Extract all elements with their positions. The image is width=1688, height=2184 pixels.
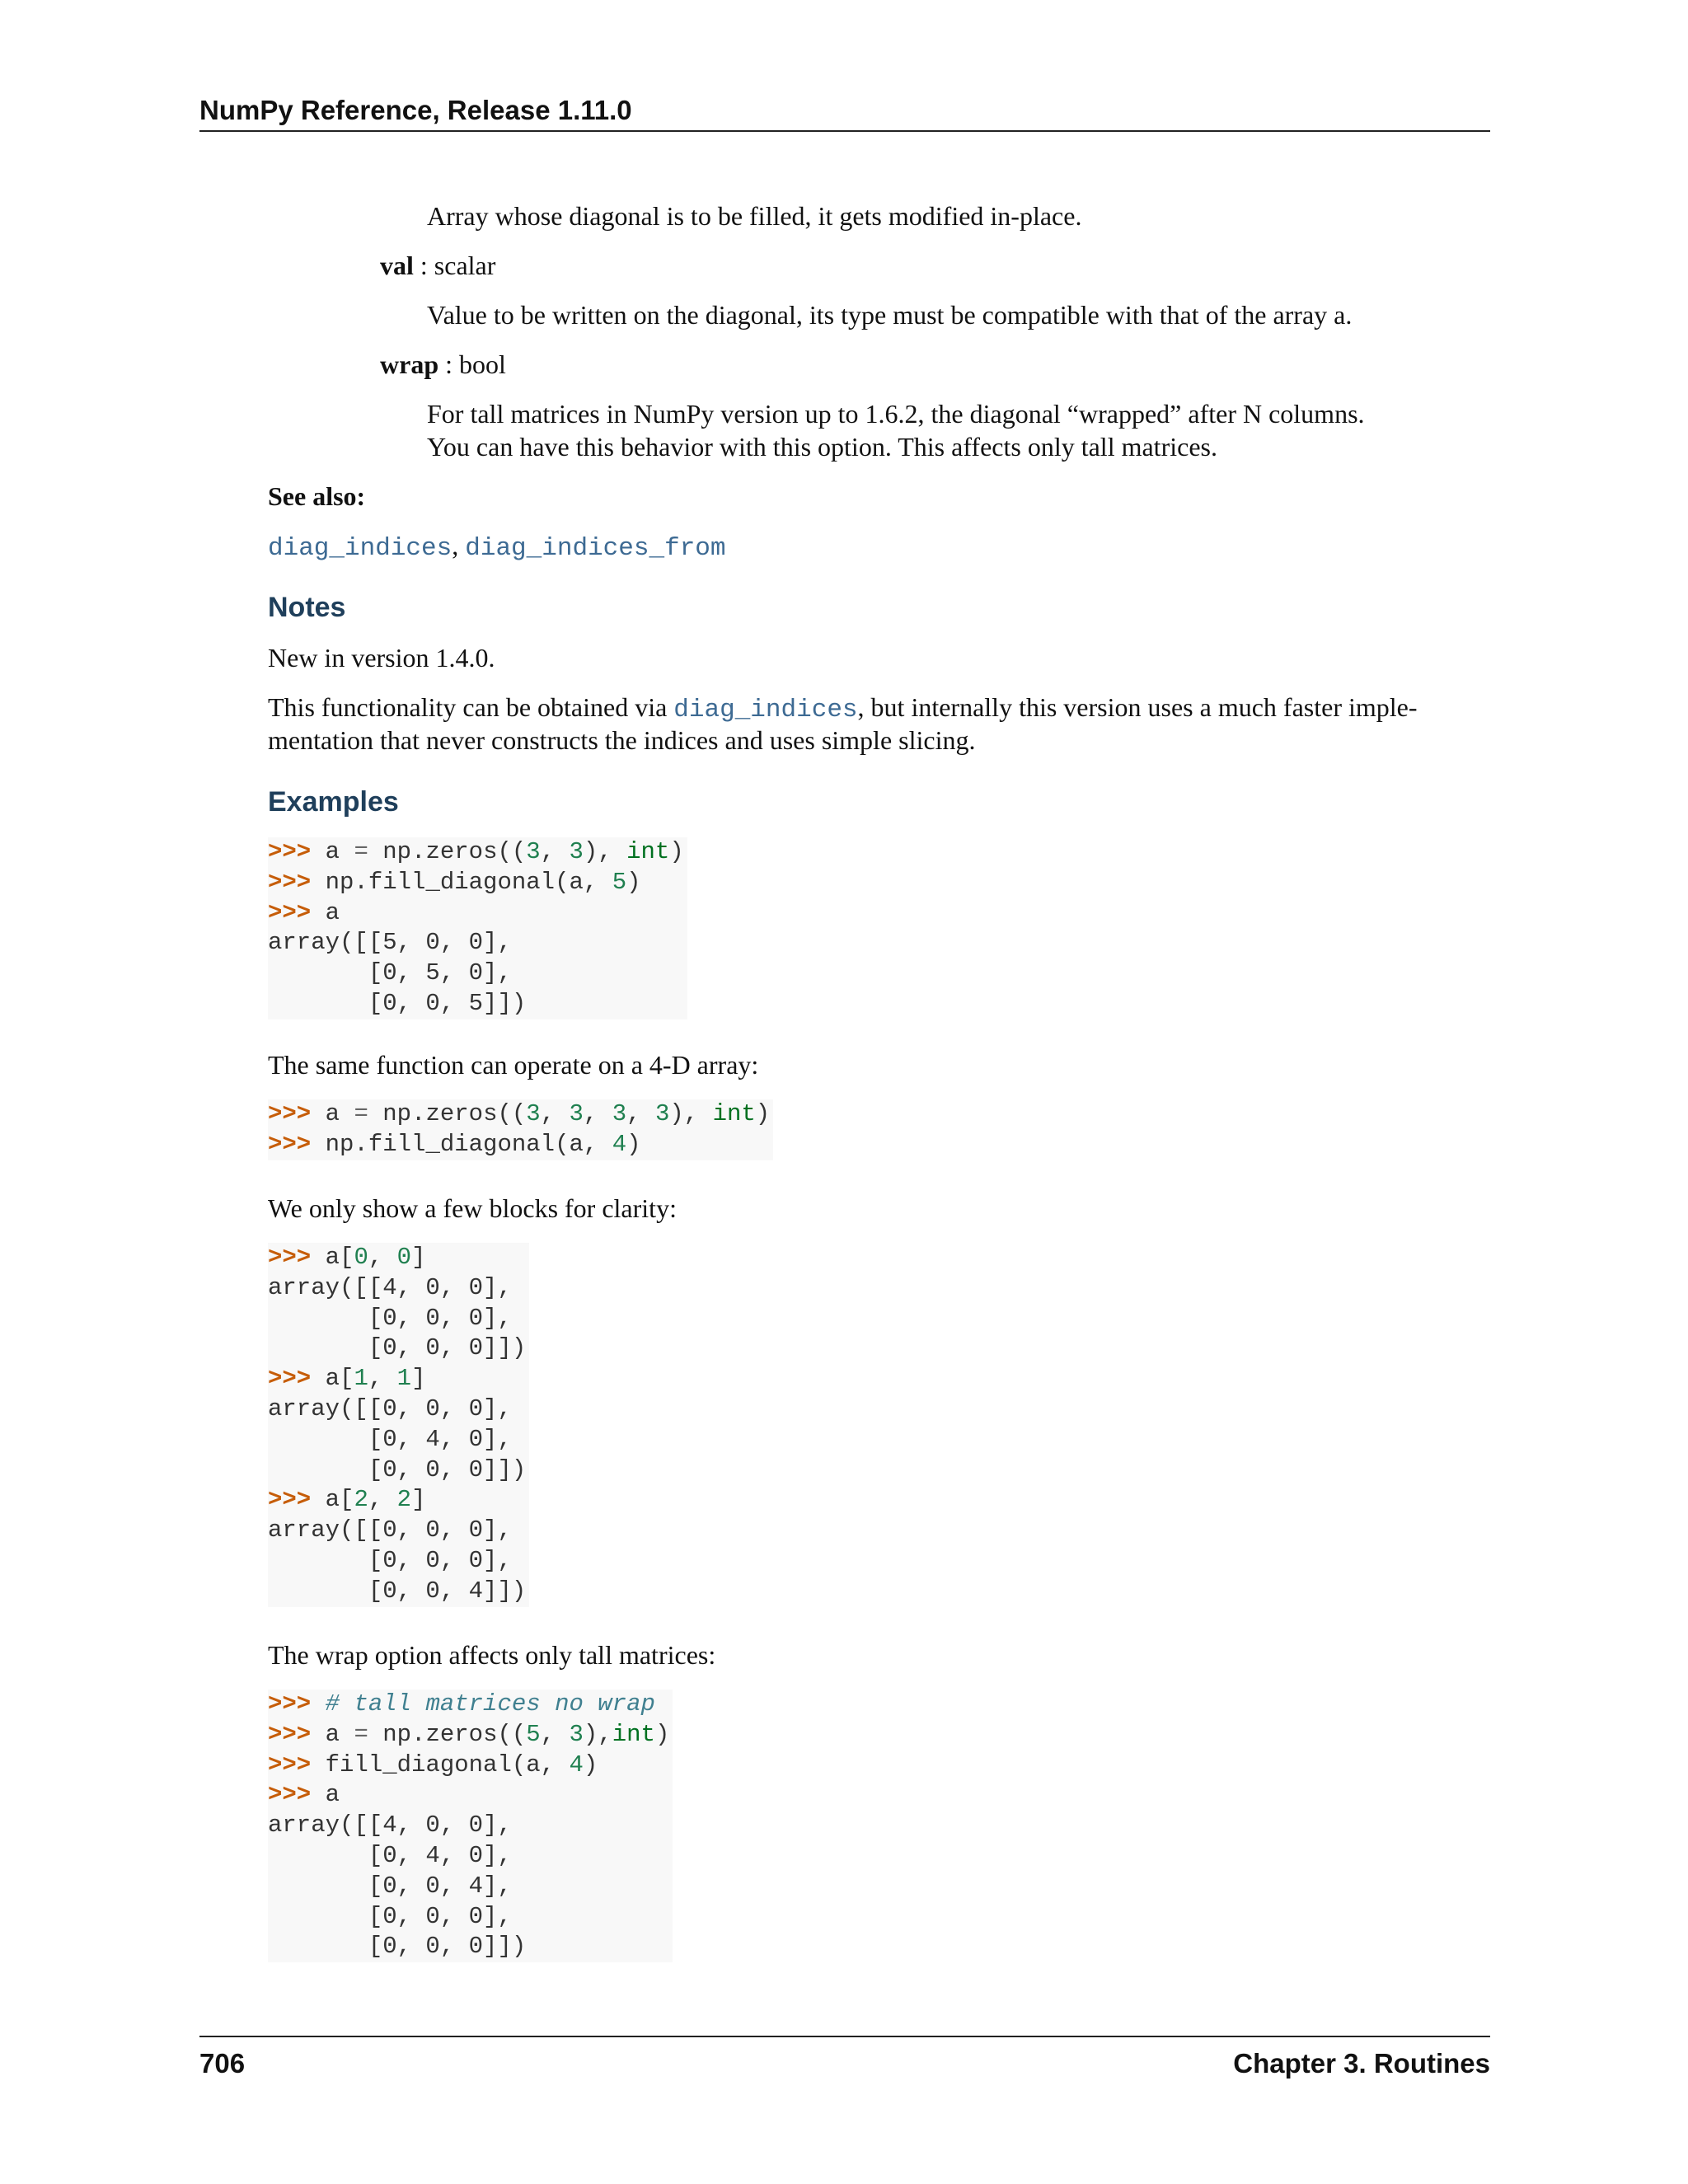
see-also-separator: , — [452, 531, 466, 560]
code-block-4 — [268, 1690, 673, 1962]
code-line — [268, 1811, 669, 1841]
code-prompt: >>> — [268, 1720, 312, 1748]
param-wrap-description-line1: For tall matrices in NumPy version up to 1.6.2, the diagonal “wrapped” after N columns. — [427, 399, 1365, 429]
code-token — [311, 1690, 325, 1718]
code-line — [268, 1872, 669, 1902]
see-also-links — [268, 529, 726, 565]
code-token: [0, 0, 0], — [268, 1546, 512, 1574]
code-line — [268, 868, 684, 898]
examples-heading: Examples — [268, 786, 399, 818]
code-token: ), — [583, 838, 627, 865]
code-token: fill_diagonal(a, — [311, 1750, 570, 1779]
code-line — [268, 1720, 669, 1750]
code-token: = — [354, 1100, 368, 1127]
code-token: 3 — [526, 838, 541, 865]
code-token: [0, 4, 0], — [268, 1425, 512, 1453]
code-token: 5 — [612, 868, 627, 896]
code-token: a — [311, 1781, 340, 1809]
code-token: ) — [669, 838, 684, 865]
code-token: , — [540, 1720, 570, 1748]
code-token: = — [354, 838, 368, 865]
code-line — [268, 1902, 669, 1933]
code-prompt: >>> — [268, 838, 312, 865]
code-line — [268, 1516, 526, 1546]
code-line — [268, 1577, 526, 1607]
code-token: a — [311, 1720, 354, 1748]
code-token: int — [712, 1100, 756, 1127]
code-token: [0, 0, 0], — [268, 1304, 512, 1332]
param-wrap-type: : bool — [438, 349, 506, 379]
code-line — [268, 1130, 770, 1160]
code-token: 3 — [612, 1100, 627, 1127]
code-line — [268, 1690, 669, 1720]
code-token: ) — [583, 1750, 598, 1779]
code-token: a[ — [311, 1486, 354, 1514]
page-number: 706 — [199, 2048, 246, 2079]
code-token: a[ — [311, 1244, 354, 1271]
notes-version: New in version 1.4.0. — [268, 643, 495, 673]
code-line — [268, 1394, 526, 1425]
code-token: 1 — [354, 1365, 368, 1393]
code-token: 0 — [396, 1244, 412, 1271]
param-wrap-description-line2: You can have this behavior with this option. This affects only tall matrices. — [427, 432, 1217, 462]
code-prompt: >>> — [268, 1781, 312, 1809]
code-token: array([[4, 0, 0], — [268, 1273, 512, 1301]
code-token: 1 — [396, 1365, 412, 1393]
code-token: 2 — [354, 1486, 368, 1514]
code-token: [0, 0, 4], — [268, 1872, 512, 1900]
code-token: ) — [626, 868, 641, 896]
code-token: [0, 0, 0]]) — [268, 1933, 527, 1961]
code-token: 4 — [612, 1130, 627, 1158]
notes-heading: Notes — [268, 592, 346, 623]
code-prompt: >>> — [268, 898, 312, 926]
code-token: 3 — [526, 1100, 541, 1127]
code-token: , — [368, 1486, 397, 1514]
code-token: np.zeros(( — [368, 838, 527, 865]
code-token: [0, 0, 5]]) — [268, 989, 527, 1017]
code-token: , — [540, 838, 570, 865]
code-line — [268, 1099, 770, 1130]
code-token: [0, 5, 0], — [268, 959, 512, 987]
code-line — [268, 958, 684, 989]
text-4d-array: The same function can operate on a 4-D array: — [268, 1050, 759, 1080]
code-line — [268, 1932, 669, 1962]
code-token: [0, 0, 0], — [268, 1902, 512, 1930]
code-prompt: >>> — [268, 1750, 312, 1779]
code-token: 3 — [569, 1720, 584, 1748]
code-token: , — [583, 1100, 612, 1127]
code-token: 5 — [526, 1720, 541, 1748]
code-token: array([[5, 0, 0], — [268, 929, 512, 957]
code-token: ), — [583, 1720, 612, 1748]
code-line — [268, 989, 684, 1019]
param-wrap-name: wrap — [380, 349, 439, 379]
link-diag-indices[interactable]: diag_indices — [268, 534, 452, 563]
code-token: [0, 0, 4]]) — [268, 1577, 527, 1605]
header-title: NumPy Reference, Release 1.11.0 — [199, 95, 632, 125]
code-token: array([[0, 0, 0], — [268, 1516, 512, 1544]
notes-paragraph-line1 — [268, 691, 1418, 727]
code-token: ) — [755, 1100, 771, 1127]
code-line — [268, 1304, 526, 1334]
code-token: [0, 4, 0], — [268, 1841, 512, 1869]
code-token: np.zeros(( — [368, 1720, 527, 1748]
param-val-type: : scalar — [413, 251, 496, 280]
notes-text-post: , but internally this version uses a much faster imple- — [857, 692, 1418, 722]
code-token: , — [540, 1100, 570, 1127]
text-wrap-option: The wrap option affects only tall matrices: — [268, 1640, 716, 1670]
notes-text-pre: This functionality can be obtained via — [268, 692, 674, 722]
chapter-label: Chapter 3. Routines — [1233, 2048, 1490, 2079]
code-token: ) — [626, 1130, 641, 1158]
code-token: , — [368, 1365, 397, 1393]
code-line — [268, 1273, 526, 1304]
code-token: [0, 0, 0]]) — [268, 1455, 527, 1483]
running-header — [199, 92, 1490, 132]
code-prompt: >>> — [268, 1486, 312, 1514]
code-token: a — [311, 1100, 354, 1127]
code-token: = — [354, 1720, 368, 1748]
code-token: 3 — [569, 1100, 584, 1127]
see-also-label: See also: — [268, 481, 366, 511]
code-line — [268, 837, 684, 868]
code-token: 3 — [654, 1100, 670, 1127]
notes-paragraph-line2: mentation that never constructs the indices and uses simple slicing. — [268, 725, 976, 755]
code-token: np.zeros(( — [368, 1100, 527, 1127]
code-token: [0, 0, 0]]) — [268, 1334, 527, 1362]
code-line — [268, 1333, 526, 1364]
code-token: np.fill_diagonal(a, — [311, 1130, 612, 1158]
param-val — [380, 249, 495, 282]
code-token: ), — [669, 1100, 713, 1127]
code-prompt: >>> — [268, 1690, 312, 1718]
code-line — [268, 1780, 669, 1811]
code-line — [268, 1841, 669, 1872]
code-line — [268, 1364, 526, 1394]
code-token: int — [626, 838, 670, 865]
code-prompt: >>> — [268, 868, 312, 896]
code-line — [268, 1485, 526, 1516]
code-token: ] — [411, 1244, 426, 1271]
code-token: 2 — [396, 1486, 412, 1514]
param-val-name: val — [380, 251, 414, 280]
code-line — [268, 1750, 669, 1781]
code-token: 4 — [569, 1750, 584, 1779]
code-token: int — [612, 1720, 655, 1748]
code-token: , — [626, 1100, 655, 1127]
running-footer — [199, 2036, 1490, 2082]
text-few-blocks: We only show a few blocks for clarity: — [268, 1193, 677, 1223]
code-line — [268, 928, 684, 958]
code-token: # tall matrices no wrap — [325, 1690, 655, 1718]
code-token: 0 — [354, 1244, 368, 1271]
code-line — [268, 1425, 526, 1455]
notes-link-diag-indices[interactable]: diag_indices — [673, 696, 858, 724]
code-line — [268, 1455, 526, 1486]
param-val-description: Value to be written on the diagonal, its type must be compatible with that of the array a. — [427, 300, 1353, 330]
code-token: np.fill_diagonal(a, — [311, 868, 612, 896]
code-token: ] — [411, 1365, 426, 1393]
param-wrap — [380, 348, 506, 381]
code-block-2 — [268, 1099, 773, 1160]
code-prompt: >>> — [268, 1244, 312, 1271]
code-token: array([[4, 0, 0], — [268, 1811, 512, 1840]
code-token: ) — [654, 1720, 670, 1748]
code-token: array([[0, 0, 0], — [268, 1394, 512, 1422]
code-prompt: >>> — [268, 1100, 312, 1127]
code-token: a — [311, 838, 354, 865]
code-prompt: >>> — [268, 1130, 312, 1158]
param-arr-description: Array whose diagonal is to be filled, it gets modified in-place. — [427, 201, 1082, 231]
code-token: 3 — [569, 838, 584, 865]
code-token: a[ — [311, 1365, 354, 1393]
code-block-1 — [268, 837, 687, 1019]
code-line — [268, 1546, 526, 1577]
code-prompt: >>> — [268, 1365, 312, 1393]
code-token: , — [368, 1244, 397, 1271]
link-diag-indices-from[interactable]: diag_indices_from — [465, 534, 726, 563]
code-block-3 — [268, 1243, 529, 1607]
code-line — [268, 898, 684, 929]
code-line — [268, 1243, 526, 1273]
code-token: ] — [411, 1486, 426, 1514]
code-token: a — [311, 898, 340, 926]
